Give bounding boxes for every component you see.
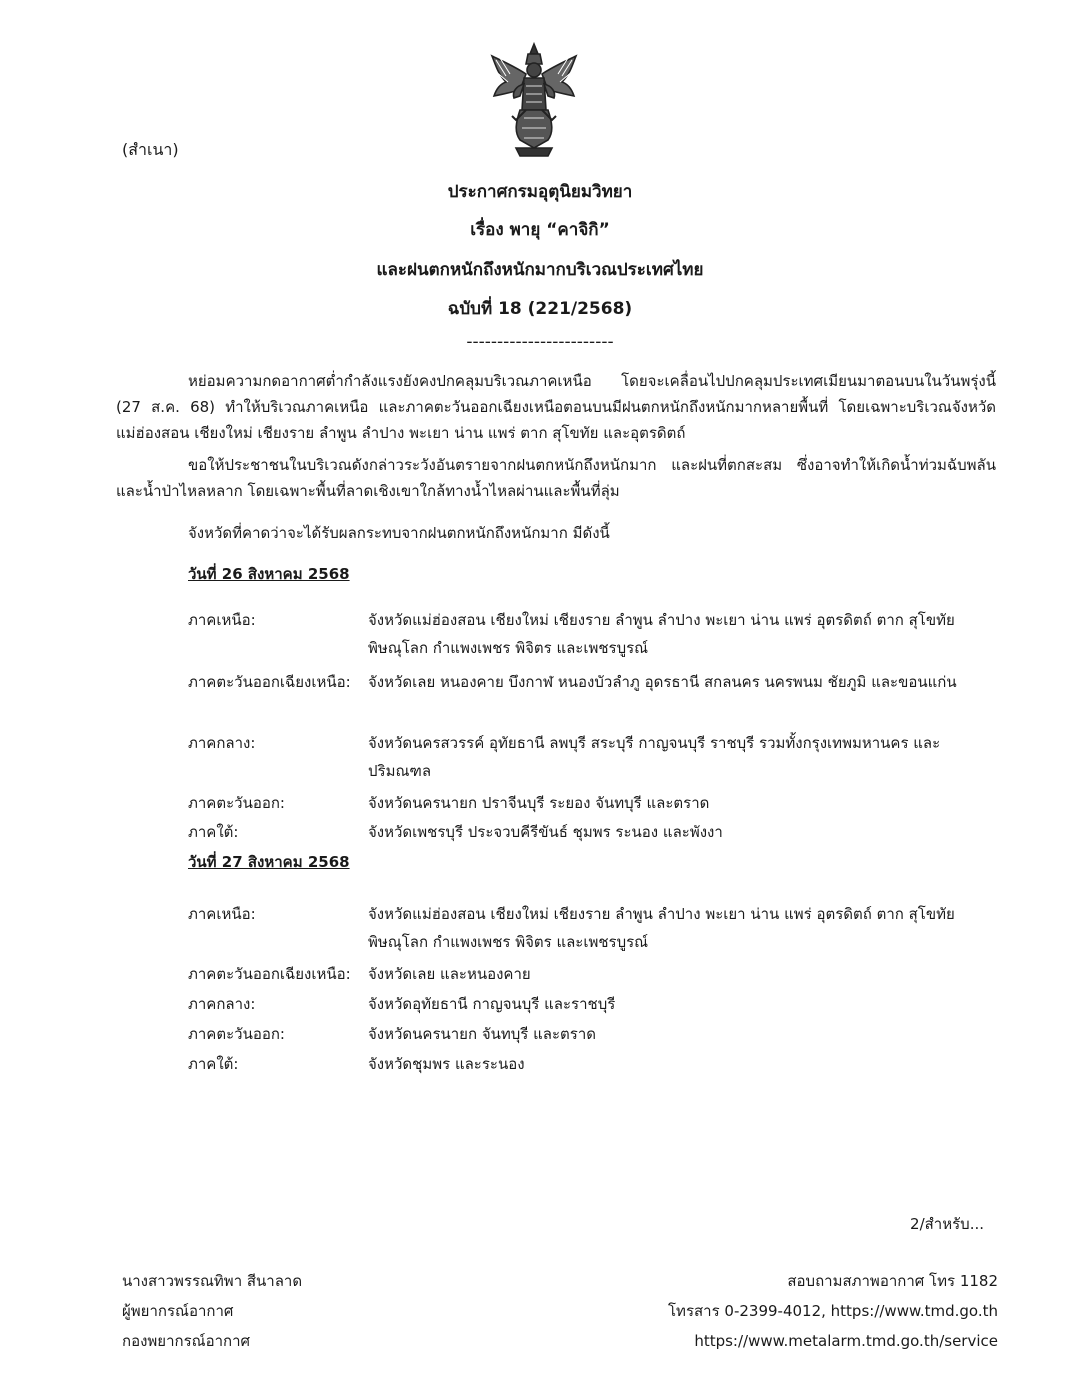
announcement-title: ประกาศกรมอุตุนิยมวิทยา (447, 182, 633, 202)
region-row (188, 960, 988, 988)
forecast-date-1: วันที่ 26 สิงหาคม 2568 (188, 565, 350, 583)
region-name: ภาคตะวันออกเฉียงเหนือ: (188, 673, 351, 691)
signer-role: ผู้พยากรณ์อากาศ (122, 1302, 234, 1320)
region-row (188, 990, 988, 1018)
region-provinces: จังหวัดเลย หนองคาย บึงกาฬ หนองบัวลำภู อุดรธานี สกลนคร นครพนม ชัยภูมิ และขอนแก่น (368, 673, 957, 691)
region-row (188, 729, 988, 785)
region-provinces: จังหวัดนครนายก จันทบุรี และตราด (368, 1025, 596, 1043)
region-provinces: จังหวัดเลย และหนองคาย (368, 965, 531, 983)
announcement-issue-number: ฉบับที่ 18 (221/2568) (447, 299, 633, 319)
body-paragraph-2: ขอให้ประชาชนในบริเวณดังกล่าวระวังอันตรายจากฝนตกหนักถึงหนักมาก และฝนที่ตกสะสม ซึ่งอาจทำให้เกิดน้ำท่วมฉับพลันและน้ำป่าไหลหลาก โดยเฉพาะพื้นที่ลาดเชิงเขาใกล้ทางน้ำไหลผ่านและพื้นที่ลุ่ม (116, 456, 996, 500)
announcement-subject: เรื่อง พายุ “คาจิกิ” (470, 220, 610, 240)
region-name: ภาคเหนือ: (188, 611, 256, 629)
contact-phone: สอบถามสภาพอากาศ โทร 1182 (787, 1272, 998, 1290)
region-provinces: จังหวัดนครนายก ปราจีนบุรี ระยอง จันทบุรี และตราด (368, 794, 710, 812)
contact-service-link[interactable]: https://www.metalarm.tmd.go.th/service (694, 1332, 998, 1350)
region-row (188, 668, 988, 724)
region-name: ภาคกลาง: (188, 995, 256, 1013)
region-provinces: จังหวัดชุมพร และระนอง (368, 1055, 525, 1073)
body-paragraph-1: หย่อมความกดอากาศต่ำกำลังแรงยังคงปกคลุมบริเวณภาคเหนือ โดยจะเคลื่อนไปปกคลุมประเทศเมียนมาตอนบนในวันพรุ่งนี้ (27 ส.ค. 68) ทำให้บริเวณภาคเหนือ และภาคตะวันออกเฉียงเหนือตอนบนมีฝนตกหนักถึงหนักมากหลายพื้นที่ โดยเฉพาะบริเวณจังหวัดแม่ฮ่องสอน เชียงใหม่ เชียงราย ลำพูน ลำปาง พะเยา น่าน แพร่ ตาก สุโขทัย และอุตรดิตถ์ (116, 372, 996, 442)
region-provinces: จังหวัดอุทัยธานี กาญจนบุรี และราชบุรี (368, 995, 616, 1013)
region-provinces: จังหวัดแม่ฮ่องสอน เชียงใหม่ เชียงราย ลำพูน ลำปาง พะเยา น่าน แพร่ อุตรดิตถ์ ตาก สุโขทัย พิษณุโลก กำแพงเพชร พิจิตร และเพชรบูรณ์ (368, 905, 955, 951)
region-row (188, 1020, 988, 1048)
region-row (188, 900, 988, 956)
region-name: ภาคกลาง: (188, 734, 256, 752)
signer-name: นางสาวพรรณทิพา สีนาลาด (122, 1272, 303, 1290)
signer-division: กองพยากรณ์อากาศ (122, 1332, 251, 1350)
region-row (188, 789, 988, 817)
forecast-date-2: วันที่ 27 สิงหาคม 2568 (188, 853, 350, 871)
body-paragraph-3: จังหวัดที่คาดว่าจะได้รับผลกระทบจากฝนตกหนักถึงหนักมาก มีดังนี้ (188, 524, 610, 542)
contact-block (668, 1266, 998, 1356)
region-provinces: จังหวัดนครสวรรค์ อุทัยธานี ลพบุรี สระบุรี กาญจนบุรี ราชบุรี รวมทั้งกรุงเทพมหานคร และปริมณฑล (368, 734, 941, 780)
region-row (188, 606, 988, 662)
region-provinces: จังหวัดแม่ฮ่องสอน เชียงใหม่ เชียงราย ลำพูน ลำปาง พะเยา น่าน แพร่ อุตรดิตถ์ ตาก สุโขทัย พิษณุโลก กำแพงเพชร พิจิตร และเพชรบูรณ์ (368, 611, 955, 657)
next-page-marker: 2/สำหรับ... (910, 1215, 984, 1233)
title-separator: ------------------------ (466, 332, 614, 352)
signer-block (122, 1266, 302, 1356)
region-name: ภาคตะวันออก: (188, 794, 285, 812)
region-provinces: จังหวัดเพชรบุรี ประจวบคีรีขันธ์ ชุมพร ระนอง และพังงา (368, 823, 723, 841)
region-name: ภาคใต้: (188, 1055, 239, 1073)
contact-fax-website: โทรสาร 0-2399-4012, https://www.tmd.go.th (668, 1302, 998, 1320)
region-name: ภาคตะวันออกเฉียงเหนือ: (188, 965, 351, 983)
announcement-subject-line2: และฝนตกหนักถึงหนักมากบริเวณประเทศไทย (376, 260, 704, 280)
region-row (188, 818, 988, 846)
region-name: ภาคใต้: (188, 823, 239, 841)
region-name: ภาคตะวันออก: (188, 1025, 285, 1043)
garuda-emblem-icon (486, 40, 582, 158)
copy-label: (สำเนา) (122, 140, 179, 159)
region-name: ภาคเหนือ: (188, 905, 256, 923)
region-row (188, 1050, 988, 1078)
